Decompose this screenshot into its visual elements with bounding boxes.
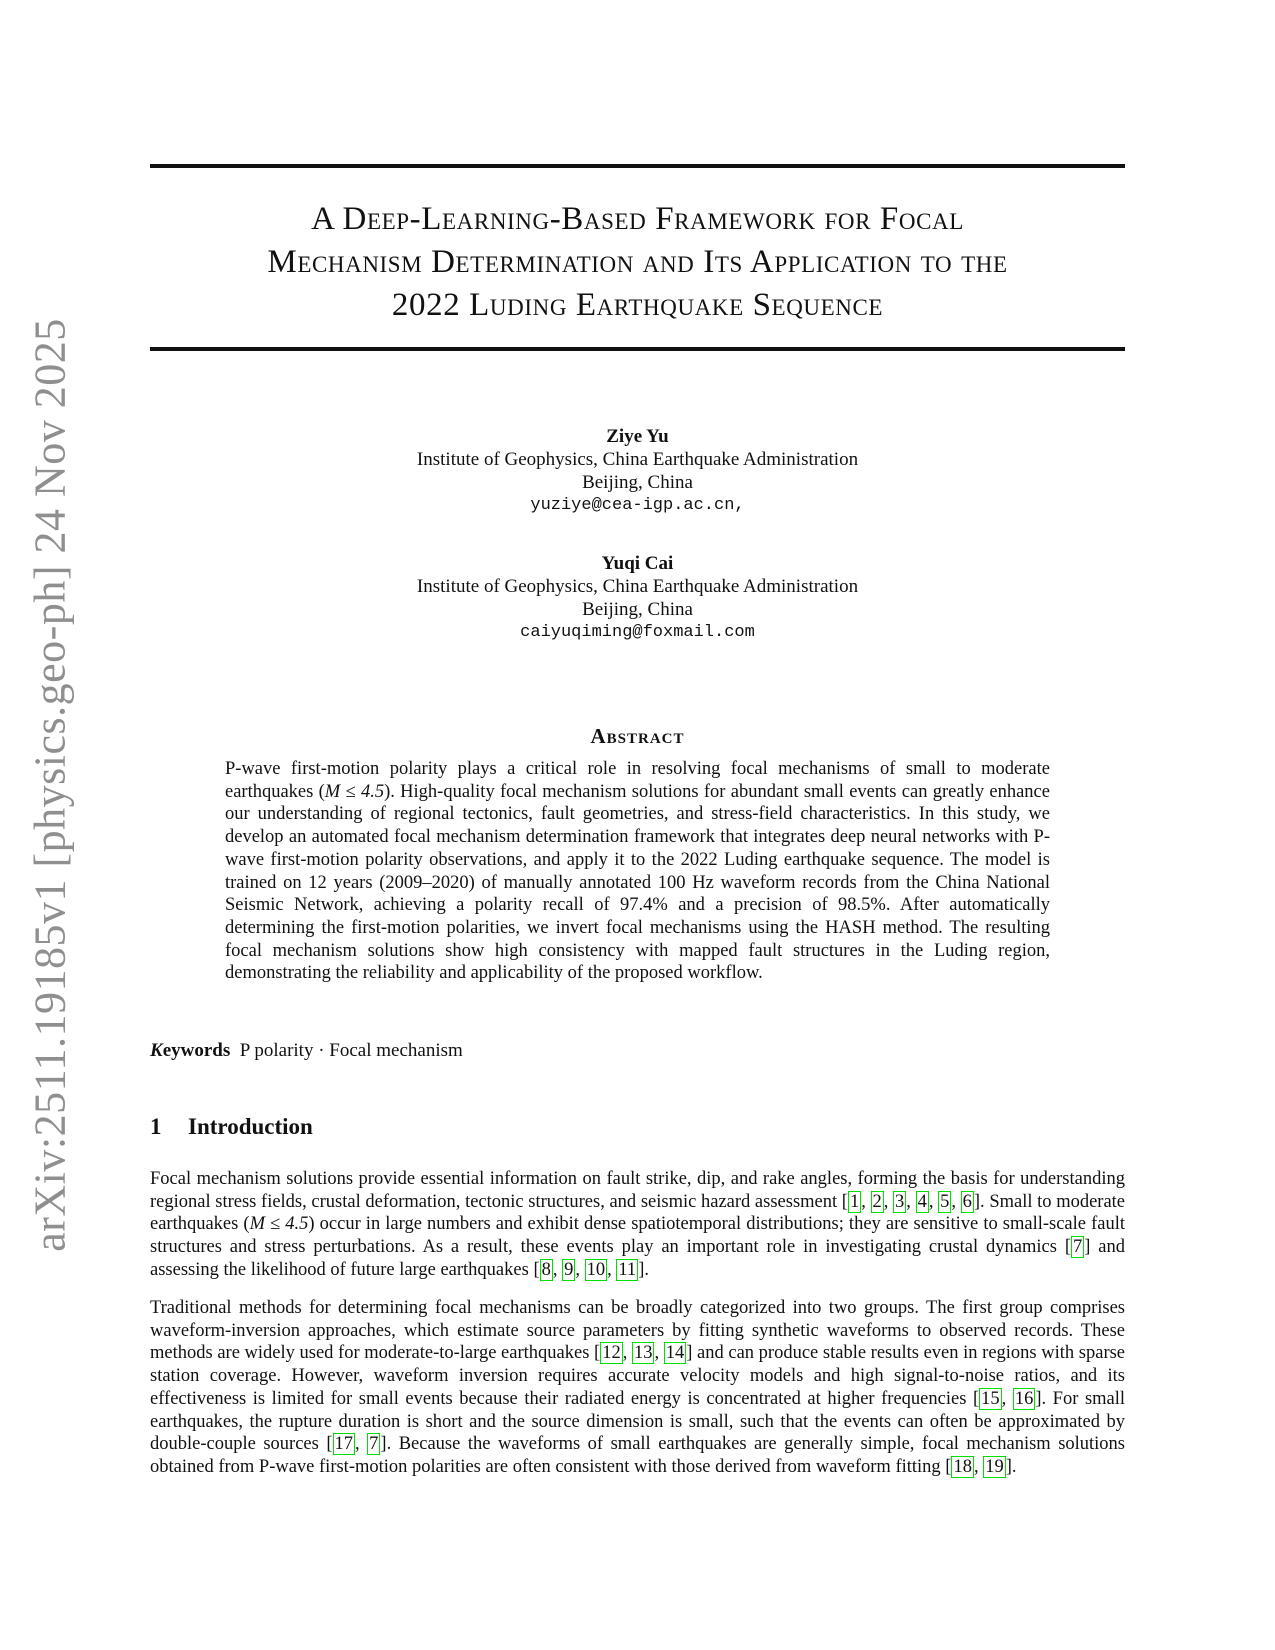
intro-paragraph-1: Focal mechanism solutions provide essential information on fault strike, dip, and rake angles, forming the basis for understanding regional stress fields, crustal deformation, tectonic structures, and seismic hazard assessment [ 1 , 2 , 3 , 4 , 5 , 6 ]. Small to moderate earthquakes (M ≤ 4.5) occur in large numbers and exhibit dense spatiotemporal distributions; they are sensitive to small-scale fault structures and stress perturbations. As a result, these events play an important role in investigating crustal dynamics [ 7 ] and assessing the likelihood of future large earthquakes [ 8 , 9 , 10 , 11 ]. (150, 1169, 1126, 1280)
intro-paragraph-2: Traditional methods for determining focal mechanisms can be broadly categorized into two groups. The first group comprises waveform-inversion approaches, which estimate source parameters by fitting synthetic waveforms to observed records. These methods are widely used for moderate-to-large earthquakes [ 12 , 13 , 14 ] and can produce stable results even in regions with sparse station coverage. However, waveform inversion requires accurate velocity models and high signal-to-noise ratios, and its effectiveness is limited for small events because their radiated energy is concentrated at higher frequencies [ 15 , 16 ]. For small earthquakes, the rupture duration is short and the source dimension is small, such that the events can often be approximated by double-couple sources [ 17 , 7 ]. Because the waveforms of small earthquakes are generally simple, focal mechanism solutions obtained from P-wave first-motion polarities are often consistent with those derived from waveform fitting [ 18 , 19 ]. (150, 1298, 1126, 1477)
citation-link[interactable]: 6 (962, 1191, 972, 1212)
citation-group: 12 , 13 , 14 (602, 1343, 685, 1364)
citation-link[interactable]: 9 (564, 1259, 574, 1280)
paper-title (150, 198, 1125, 327)
author-email[interactable]: caiyuqiming@foxmail.com (520, 623, 755, 642)
abstract-text-part: P-wave first-motion polarity plays a critical role in resolving focal mechanisms of small to moderate earthquakes ( (225, 759, 1050, 802)
citation-link[interactable]: 7 (369, 1434, 379, 1455)
title-top-rule (150, 164, 1125, 168)
citation-link[interactable]: 15 (981, 1388, 1000, 1409)
keywords-label: Keywords (150, 1040, 231, 1061)
citation-link[interactable]: 12 (602, 1343, 621, 1364)
arxiv-identifier-stamp: arXiv:2511.19185v1 [physics.geo-ph] 24 Nov 2025 (25, 318, 75, 1252)
keywords-value: P polarity · Focal mechanism (239, 1040, 463, 1061)
citation-link[interactable]: 2 (872, 1191, 882, 1212)
magnitude-expression: M ≤ 4.5 (249, 1214, 309, 1235)
title-line-2: Mechanism Determination and Its Application to the (267, 244, 1008, 280)
keywords-line (150, 1040, 463, 1062)
abstract-heading: Abstract (590, 724, 685, 748)
author-block-2 (300, 552, 975, 644)
section-number: 1 (150, 1114, 162, 1139)
citation-link[interactable]: 1 (849, 1191, 860, 1212)
citation-link[interactable]: 16 (1014, 1388, 1034, 1409)
author-location: Beijing, China (582, 472, 693, 493)
citation-link[interactable]: 17 (334, 1434, 354, 1455)
citation-link[interactable]: 10 (586, 1259, 606, 1280)
title-line-1: A Deep-Learning-Based Framework for Focal (311, 201, 964, 237)
title-bottom-rule (150, 347, 1125, 351)
author-location: Beijing, China (582, 599, 693, 620)
citation-link[interactable]: 7 (1072, 1237, 1083, 1258)
citation-group (1071, 1236, 1084, 1258)
citation-link[interactable]: 4 (917, 1191, 927, 1212)
section-heading-introduction (150, 1114, 313, 1140)
citation-link[interactable]: 8 (541, 1259, 551, 1280)
citation-link[interactable]: 3 (895, 1191, 905, 1212)
author-block-1 (300, 425, 975, 517)
citation-link[interactable]: 14 (665, 1343, 685, 1364)
magnitude-expression: M ≤ 4.5 (324, 781, 385, 802)
section-title: Introduction (188, 1114, 313, 1139)
author-email[interactable]: yuziye@cea-igp.ac.cn, (530, 496, 745, 515)
citation-group: 8 , 9 , 10 , 11 (541, 1259, 637, 1280)
citation-group: 15 , 16 (981, 1388, 1034, 1409)
title-line-3: 2022 Luding Earthquake Sequence (391, 287, 884, 323)
citation-group: 1 , 2 , 3 , 4 , 5 , 6 (849, 1191, 972, 1212)
citation-link[interactable]: 19 (985, 1456, 1004, 1477)
author-name: Ziye Yu (606, 426, 669, 447)
abstract-text (225, 758, 1050, 985)
citation-link[interactable]: 5 (940, 1191, 950, 1212)
citation-group: 17 , 7 (334, 1434, 379, 1455)
citation-link[interactable]: 11 (618, 1259, 637, 1280)
citation-group: 18 , 19 (953, 1456, 1004, 1477)
author-name: Yuqi Cai (601, 553, 674, 574)
citation-link[interactable]: 18 (953, 1456, 972, 1477)
author-affiliation: Institute of Geophysics, China Earthquake Administration (416, 576, 859, 597)
author-affiliation: Institute of Geophysics, China Earthquake Administration (416, 449, 859, 470)
abstract-text-part: ). High-quality focal mechanism solutions for abundant small events can greatly enhance our understanding of regional tectonics, fault geometries, and stress-field characteristics. In this study, we develop an automated focal mechanism determination framework that integrates deep neural networks with P-wave first-motion polarity observations, and apply it to the 2022 Luding earthquake sequence. The model is trained on 12 years (2009–2020) of manually annotated 100 Hz waveform records from the China National Seismic Network, achieving a polarity recall of 97.4% and a precision of 98.5%. After automatically determining the first-motion polarities, we invert focal mechanisms using the HASH method. The resulting focal mechanism solutions show high consistency with mapped fault structures in the Luding region, demonstrating the reliability and applicability of the proposed workflow. (225, 781, 1050, 984)
citation-link[interactable]: 13 (633, 1343, 653, 1364)
